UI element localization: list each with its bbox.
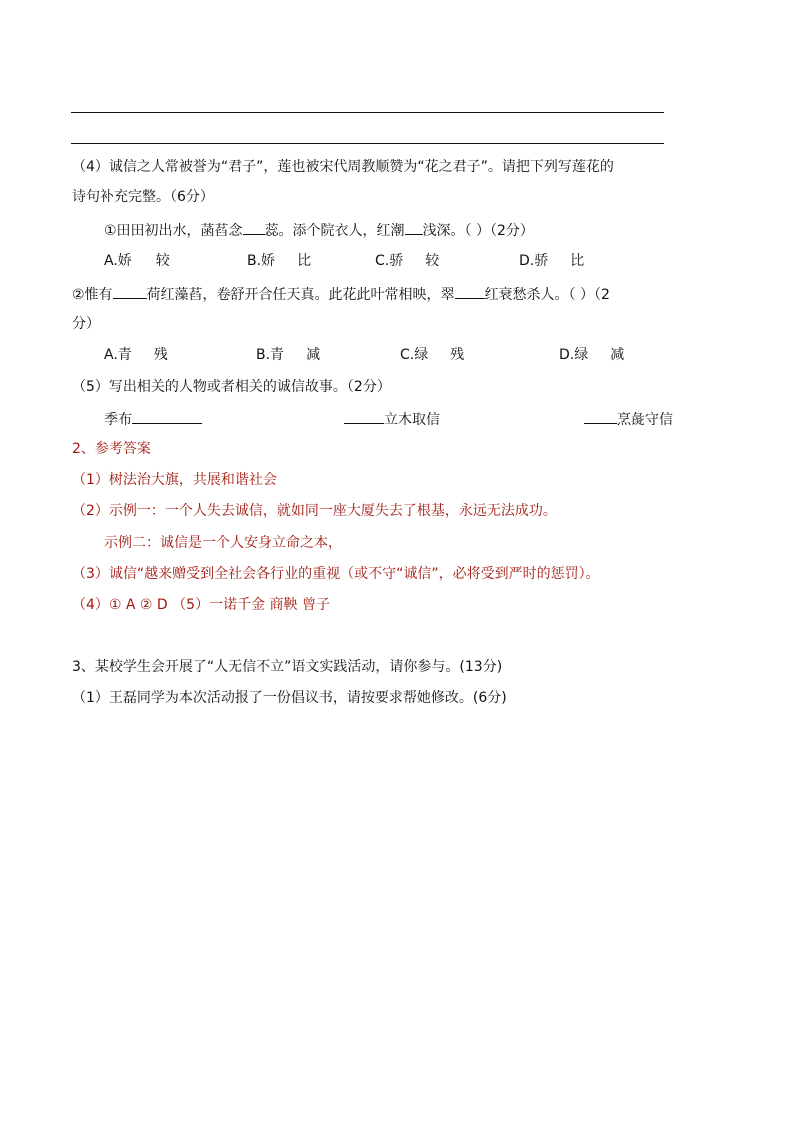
answer-line-1 (71, 112, 664, 113)
answer-2b: 示例二：诚信是一个人安身立命之本， (104, 535, 342, 551)
answer-2: （2）示例一：一个人失去诚信，就如同一座大厦失去了根基，永远无法成功。 (72, 503, 557, 519)
fill-blank[interactable] (584, 409, 617, 424)
fill-blank[interactable] (455, 284, 485, 299)
q4-sub1-option-b[interactable]: B.娇 比 (247, 253, 312, 269)
q3-heading: 3、某校学生会开展了“人无信不立”语文实践活动，请你参与。(13分) (72, 659, 503, 675)
answer-3: （3）诚信“越来赠受到全社会各行业的重视（或不守“诚信”，必将受到严时的惩罚）。 (72, 566, 600, 582)
q4-sub2-post: 红衰愁杀人。（ ）（2 (484, 287, 610, 303)
q4-sub1-post: 浅深。（ ）（2分） (422, 223, 534, 239)
answer-1: （1）树法治大旗，共展和谐社会 (72, 472, 277, 488)
answers-heading: 2、参考答案 (72, 441, 151, 457)
q5-item-1-label: 季布 (104, 412, 132, 428)
q4-sub2-option-d[interactable]: D.绿 减 (559, 347, 625, 363)
q4-sub1-pre: ①田田初出水，菡萏念 (104, 223, 243, 239)
fill-blank[interactable] (113, 284, 147, 299)
q4-sub2-option-b[interactable]: B.青 减 (256, 347, 321, 363)
q4-sub1-mid: 蕊。添个院衣人，红潮 (264, 223, 405, 239)
fill-blank[interactable] (344, 409, 384, 424)
fill-blank[interactable] (243, 220, 265, 235)
q5-item-1 (104, 409, 202, 429)
q5-item-3 (584, 409, 673, 429)
q4-sub2-pre: ②惟有 (72, 287, 113, 303)
q4-sub2 (72, 284, 610, 304)
q5-item-2 (344, 409, 440, 429)
answer-4-5: （4）① A ② D （5）一诺千金 商鞅 曾子 (72, 597, 330, 613)
q4-sub1 (104, 220, 534, 240)
q4-sub2-option-c[interactable]: C.绿 残 (400, 347, 465, 363)
q4-sub1-option-c[interactable]: C.骄 较 (375, 253, 440, 269)
fill-blank[interactable] (132, 409, 202, 424)
q4-sub2-mid: 荷红藻萏，卷舒开合任天真。此花此叶常相映，翠 (146, 287, 455, 303)
answer-line-2 (71, 143, 664, 144)
q4-sub2-option-a[interactable]: A.青 残 (104, 347, 168, 363)
q4-sub2-cont: 分） (72, 316, 100, 332)
q4-sub1-option-a[interactable]: A.娇 较 (104, 253, 170, 269)
q5-item-3-label: 烹彘守信 (617, 412, 673, 428)
fill-blank[interactable] (405, 220, 423, 235)
q5-prompt: （5）写出相关的人物或者相关的诚信故事。（2分） (72, 379, 391, 395)
q3-sub1: （1）王磊同学为本次活动报了一份倡议书，请按要求帮她修改。(6分) (72, 690, 507, 706)
q4-prompt-line1: （4）诚信之人常被誉为“君子”，莲也被宋代周教顺赞为“花之君子”。请把下列写莲花的 (72, 159, 614, 175)
q4-sub1-option-d[interactable]: D.骄 比 (519, 253, 585, 269)
q4-prompt-line2: 诗句补充完整。（6分） (72, 189, 214, 205)
q5-item-2-label: 立木取信 (384, 412, 440, 428)
